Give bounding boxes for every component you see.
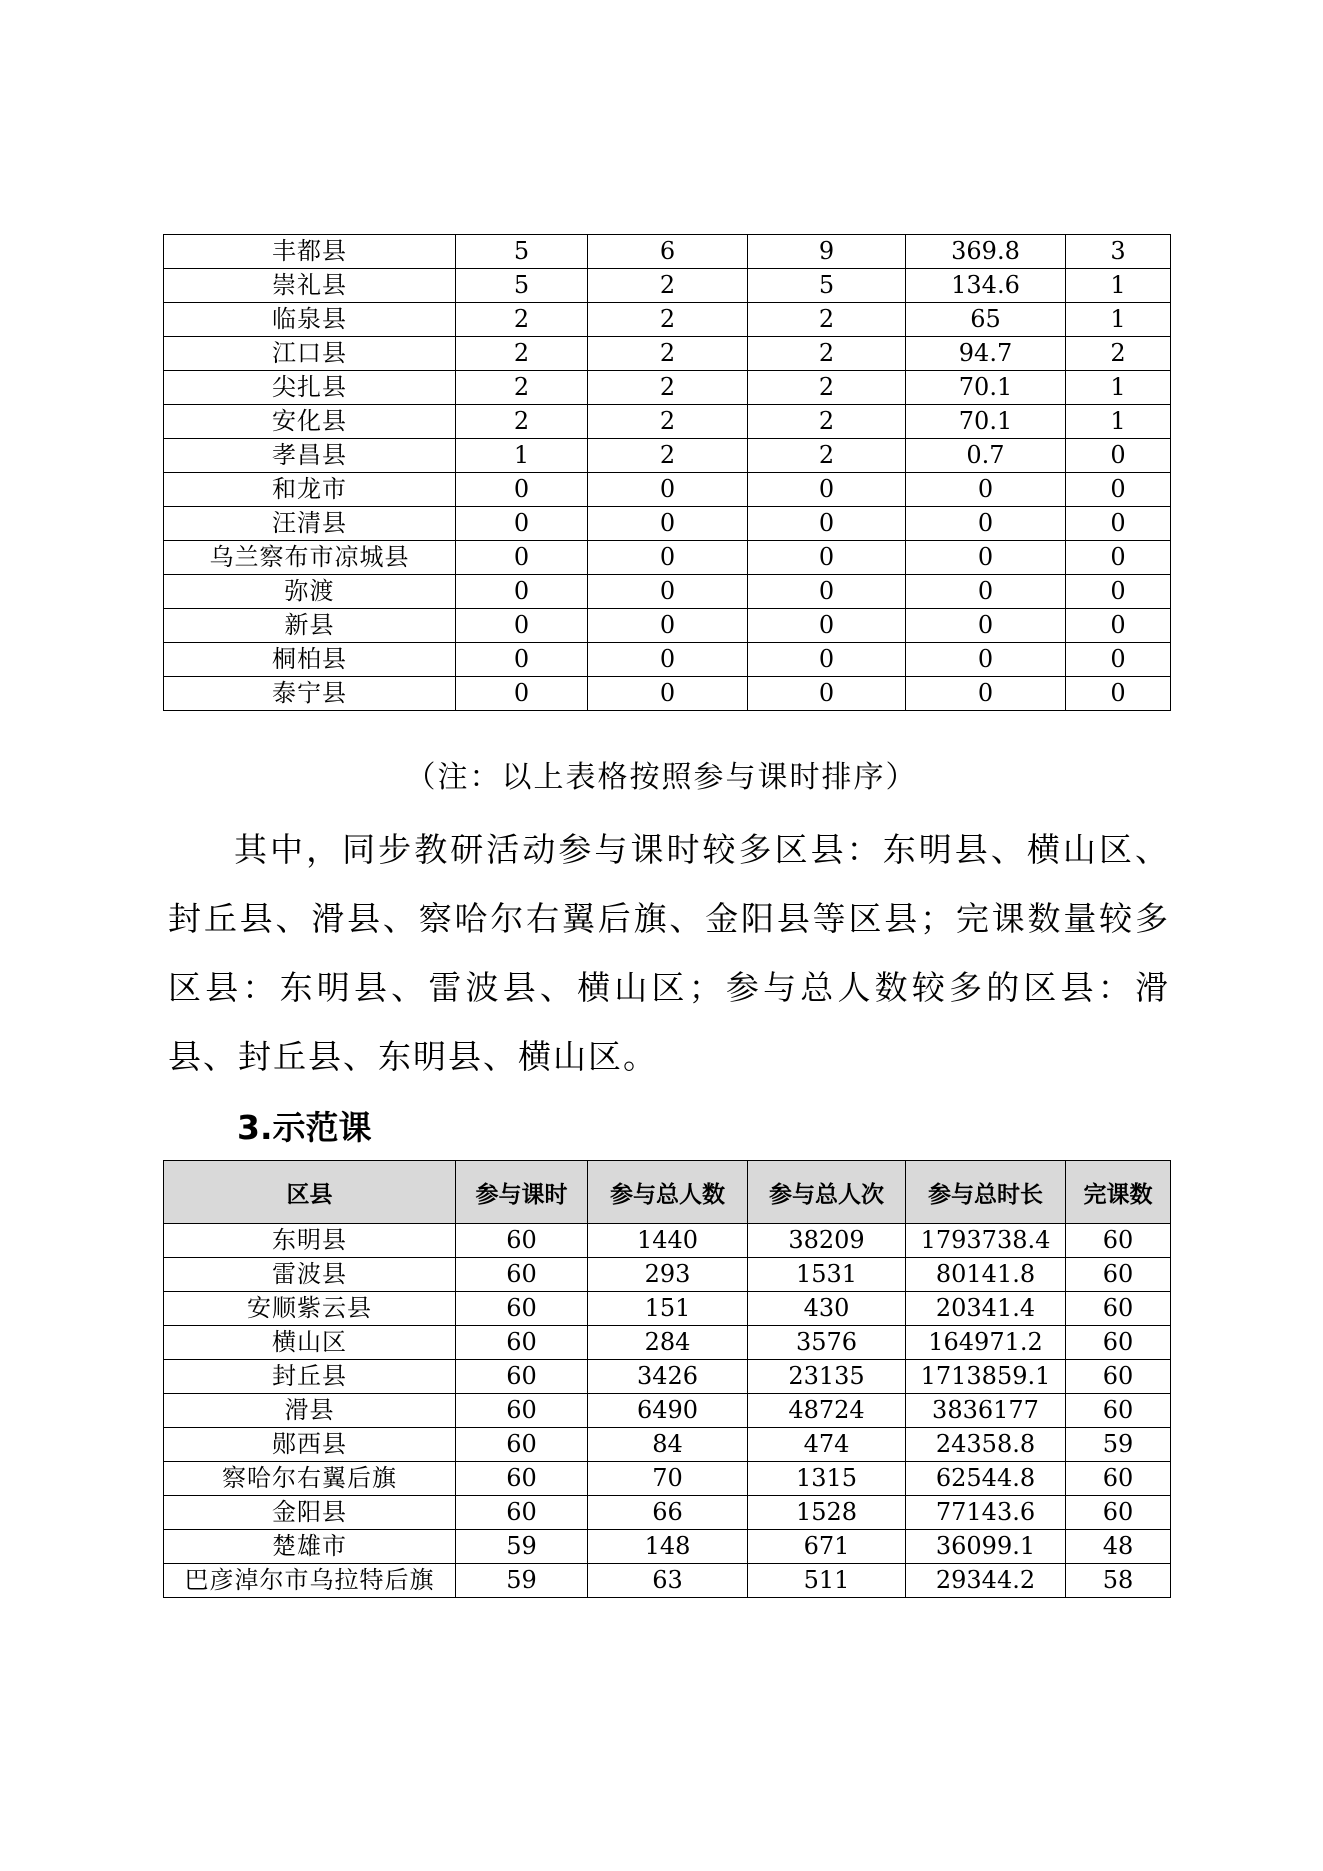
table-cell: 24358.8 bbox=[906, 1428, 1066, 1462]
table-cell: 0 bbox=[748, 473, 906, 507]
table-cell: 0 bbox=[748, 541, 906, 575]
table-cell: 0 bbox=[906, 507, 1066, 541]
table-row bbox=[164, 439, 1171, 473]
table-cell: 59 bbox=[456, 1564, 588, 1598]
table-cell: 29344.2 bbox=[906, 1564, 1066, 1598]
table-row bbox=[164, 643, 1171, 677]
county-name-cell: 新县 bbox=[164, 609, 456, 643]
table-cell: 1793738.4 bbox=[906, 1224, 1066, 1258]
county-name-cell: 泰宁县 bbox=[164, 677, 456, 711]
table-cell: 2 bbox=[456, 303, 588, 337]
table-cell: 62544.8 bbox=[906, 1462, 1066, 1496]
sync-research-table-continued bbox=[163, 234, 1171, 711]
table-row bbox=[164, 1292, 1171, 1326]
table-cell: 134.6 bbox=[906, 269, 1066, 303]
table-cell: 2 bbox=[456, 337, 588, 371]
table-cell: 2 bbox=[588, 371, 748, 405]
table-cell: 1315 bbox=[748, 1462, 906, 1496]
table-cell: 63 bbox=[588, 1564, 748, 1598]
table-row bbox=[164, 405, 1171, 439]
table-row bbox=[164, 677, 1171, 711]
table2-header-row bbox=[164, 1161, 1171, 1224]
county-name-cell: 郧西县 bbox=[164, 1428, 456, 1462]
table-cell: 60 bbox=[456, 1326, 588, 1360]
county-name-cell: 横山区 bbox=[164, 1326, 456, 1360]
table-row bbox=[164, 371, 1171, 405]
table-cell: 1 bbox=[1066, 405, 1171, 439]
table-cell: 48724 bbox=[748, 1394, 906, 1428]
table-row bbox=[164, 1394, 1171, 1428]
table-cell: 20341.4 bbox=[906, 1292, 1066, 1326]
table-cell: 511 bbox=[748, 1564, 906, 1598]
county-name-cell: 尖扎县 bbox=[164, 371, 456, 405]
table-cell: 1531 bbox=[748, 1258, 906, 1292]
county-name-cell: 雷波县 bbox=[164, 1258, 456, 1292]
table-cell: 60 bbox=[1066, 1258, 1171, 1292]
table-cell: 0 bbox=[748, 575, 906, 609]
table-cell: 2 bbox=[588, 439, 748, 473]
table-cell: 60 bbox=[1066, 1326, 1171, 1360]
table-cell: 369.8 bbox=[906, 235, 1066, 269]
table-cell: 60 bbox=[456, 1462, 588, 1496]
table-cell: 151 bbox=[588, 1292, 748, 1326]
table-cell: 284 bbox=[588, 1326, 748, 1360]
table-row bbox=[164, 1428, 1171, 1462]
table-cell: 474 bbox=[748, 1428, 906, 1462]
table-cell: 0 bbox=[1066, 473, 1171, 507]
county-name-cell: 金阳县 bbox=[164, 1496, 456, 1530]
table-cell: 58 bbox=[1066, 1564, 1171, 1598]
table-cell: 0 bbox=[906, 575, 1066, 609]
table-cell: 2 bbox=[456, 405, 588, 439]
table-row bbox=[164, 235, 1171, 269]
table-cell: 60 bbox=[456, 1360, 588, 1394]
table-cell: 0 bbox=[748, 643, 906, 677]
table-row bbox=[164, 507, 1171, 541]
table-cell: 0 bbox=[906, 643, 1066, 677]
table-cell: 2 bbox=[748, 303, 906, 337]
table-cell: 2 bbox=[588, 337, 748, 371]
table-cell: 66 bbox=[588, 1496, 748, 1530]
table-cell: 70 bbox=[588, 1462, 748, 1496]
county-name-cell: 丰都县 bbox=[164, 235, 456, 269]
county-name-cell: 乌兰察布市凉城县 bbox=[164, 541, 456, 575]
table-cell: 0 bbox=[456, 507, 588, 541]
table-cell: 3576 bbox=[748, 1326, 906, 1360]
table-cell: 60 bbox=[456, 1258, 588, 1292]
table-cell: 0 bbox=[456, 575, 588, 609]
table-cell: 60 bbox=[456, 1496, 588, 1530]
table-cell: 60 bbox=[1066, 1462, 1171, 1496]
table-cell: 0 bbox=[456, 677, 588, 711]
table-cell: 0 bbox=[588, 507, 748, 541]
table-cell: 6 bbox=[588, 235, 748, 269]
table-cell: 60 bbox=[456, 1394, 588, 1428]
county-name-cell: 东明县 bbox=[164, 1224, 456, 1258]
table-cell: 0 bbox=[1066, 677, 1171, 711]
county-name-cell: 封丘县 bbox=[164, 1360, 456, 1394]
table-row bbox=[164, 1496, 1171, 1530]
table-row bbox=[164, 1224, 1171, 1258]
table-cell: 293 bbox=[588, 1258, 748, 1292]
county-name-cell: 孝昌县 bbox=[164, 439, 456, 473]
table-cell: 59 bbox=[456, 1530, 588, 1564]
table-row bbox=[164, 337, 1171, 371]
table-row bbox=[164, 1530, 1171, 1564]
table-row bbox=[164, 1360, 1171, 1394]
county-name-cell: 安化县 bbox=[164, 405, 456, 439]
table-cell: 3 bbox=[1066, 235, 1171, 269]
table-row bbox=[164, 473, 1171, 507]
table-cell: 1528 bbox=[748, 1496, 906, 1530]
table-cell: 5 bbox=[456, 235, 588, 269]
table-row bbox=[164, 609, 1171, 643]
table-cell: 70.1 bbox=[906, 405, 1066, 439]
table-cell: 0 bbox=[588, 643, 748, 677]
table-cell: 1713859.1 bbox=[906, 1360, 1066, 1394]
table-cell: 60 bbox=[1066, 1292, 1171, 1326]
table-cell: 60 bbox=[456, 1292, 588, 1326]
table-row bbox=[164, 1564, 1171, 1598]
table-cell: 77143.6 bbox=[906, 1496, 1066, 1530]
section-heading: 3.示范课 bbox=[237, 1108, 372, 1147]
county-name-cell: 和龙市 bbox=[164, 473, 456, 507]
table-cell: 60 bbox=[1066, 1360, 1171, 1394]
table-cell: 0 bbox=[588, 677, 748, 711]
table-cell: 3426 bbox=[588, 1360, 748, 1394]
county-name-cell: 崇礼县 bbox=[164, 269, 456, 303]
table-cell: 1 bbox=[1066, 371, 1171, 405]
table-row bbox=[164, 303, 1171, 337]
table-row bbox=[164, 1258, 1171, 1292]
summary-paragraph: 其中，同步教研活动参与课时较多区县：东明县、横山区、封丘县、滑县、察哈尔右翼后旗、金阳县等区县；完课数量较多区县：东明县、雷波县、横山区；参与总人数较多的区县：滑县、封丘县、东明县、横山区。 bbox=[168, 830, 1170, 1076]
county-name-cell: 弥渡 bbox=[164, 575, 456, 609]
table-cell: 60 bbox=[1066, 1496, 1171, 1530]
table-cell: 1440 bbox=[588, 1224, 748, 1258]
table-cell: 0 bbox=[456, 473, 588, 507]
table-cell: 1 bbox=[1066, 269, 1171, 303]
county-name-cell: 滑县 bbox=[164, 1394, 456, 1428]
table-cell: 0.7 bbox=[906, 439, 1066, 473]
table-cell: 0 bbox=[456, 643, 588, 677]
table-cell: 2 bbox=[1066, 337, 1171, 371]
table-cell: 2 bbox=[748, 337, 906, 371]
table-cell: 9 bbox=[748, 235, 906, 269]
table-cell: 84 bbox=[588, 1428, 748, 1462]
table-cell: 5 bbox=[456, 269, 588, 303]
table-cell: 5 bbox=[748, 269, 906, 303]
table-cell: 38209 bbox=[748, 1224, 906, 1258]
table-cell: 0 bbox=[456, 541, 588, 575]
table-cell: 94.7 bbox=[906, 337, 1066, 371]
table-cell: 80141.8 bbox=[906, 1258, 1066, 1292]
table-cell: 0 bbox=[1066, 507, 1171, 541]
table-cell: 1 bbox=[456, 439, 588, 473]
county-name-cell: 汪清县 bbox=[164, 507, 456, 541]
table-cell: 60 bbox=[456, 1428, 588, 1462]
county-name-cell: 楚雄市 bbox=[164, 1530, 456, 1564]
table-cell: 0 bbox=[748, 677, 906, 711]
table-cell: 0 bbox=[1066, 439, 1171, 473]
table-cell: 1 bbox=[1066, 303, 1171, 337]
column-header: 区县 bbox=[164, 1161, 456, 1224]
table-cell: 48 bbox=[1066, 1530, 1171, 1564]
column-header: 参与总人次 bbox=[748, 1161, 906, 1224]
table-cell: 0 bbox=[1066, 541, 1171, 575]
table-cell: 671 bbox=[748, 1530, 906, 1564]
table-cell: 3836177 bbox=[906, 1394, 1066, 1428]
table-cell: 0 bbox=[1066, 643, 1171, 677]
county-name-cell: 察哈尔右翼后旗 bbox=[164, 1462, 456, 1496]
table-cell: 430 bbox=[748, 1292, 906, 1326]
table-cell: 2 bbox=[588, 269, 748, 303]
table-cell: 2 bbox=[748, 405, 906, 439]
table-cell: 70.1 bbox=[906, 371, 1066, 405]
table-cell: 0 bbox=[588, 473, 748, 507]
table-cell: 0 bbox=[906, 677, 1066, 711]
table-cell: 2 bbox=[588, 405, 748, 439]
table-cell: 36099.1 bbox=[906, 1530, 1066, 1564]
table-cell: 0 bbox=[588, 575, 748, 609]
table-cell: 60 bbox=[1066, 1394, 1171, 1428]
table-cell: 0 bbox=[456, 609, 588, 643]
table-cell: 2 bbox=[748, 371, 906, 405]
county-name-cell: 巴彦淖尔市乌拉特后旗 bbox=[164, 1564, 456, 1598]
table-cell: 0 bbox=[906, 473, 1066, 507]
table-cell: 0 bbox=[748, 507, 906, 541]
column-header: 参与课时 bbox=[456, 1161, 588, 1224]
table-cell: 0 bbox=[588, 609, 748, 643]
table2-body bbox=[164, 1224, 1171, 1598]
county-name-cell: 安顺紫云县 bbox=[164, 1292, 456, 1326]
table-cell: 0 bbox=[1066, 575, 1171, 609]
table-cell: 23135 bbox=[748, 1360, 906, 1394]
table-row bbox=[164, 1326, 1171, 1360]
table-row bbox=[164, 575, 1171, 609]
column-header: 完课数 bbox=[1066, 1161, 1171, 1224]
county-name-cell: 桐柏县 bbox=[164, 643, 456, 677]
table-cell: 2 bbox=[588, 303, 748, 337]
table-cell: 6490 bbox=[588, 1394, 748, 1428]
table-cell: 164971.2 bbox=[906, 1326, 1066, 1360]
table-cell: 0 bbox=[906, 541, 1066, 575]
table1-body bbox=[164, 235, 1171, 711]
table-cell: 2 bbox=[748, 439, 906, 473]
table-note: （注：以上表格按照参与课时排序） bbox=[405, 760, 918, 795]
column-header: 参与总时长 bbox=[906, 1161, 1066, 1224]
table-row bbox=[164, 269, 1171, 303]
table-cell: 59 bbox=[1066, 1428, 1171, 1462]
column-header: 参与总人数 bbox=[588, 1161, 748, 1224]
county-name-cell: 江口县 bbox=[164, 337, 456, 371]
table-cell: 65 bbox=[906, 303, 1066, 337]
table-cell: 60 bbox=[456, 1224, 588, 1258]
table-row bbox=[164, 1462, 1171, 1496]
table-cell: 0 bbox=[1066, 609, 1171, 643]
table-cell: 2 bbox=[456, 371, 588, 405]
county-name-cell: 临泉县 bbox=[164, 303, 456, 337]
table-row bbox=[164, 541, 1171, 575]
demo-lesson-table bbox=[163, 1160, 1171, 1598]
table-cell: 60 bbox=[1066, 1224, 1171, 1258]
table-cell: 0 bbox=[588, 541, 748, 575]
table-cell: 0 bbox=[906, 609, 1066, 643]
table-cell: 0 bbox=[748, 609, 906, 643]
table-cell: 148 bbox=[588, 1530, 748, 1564]
